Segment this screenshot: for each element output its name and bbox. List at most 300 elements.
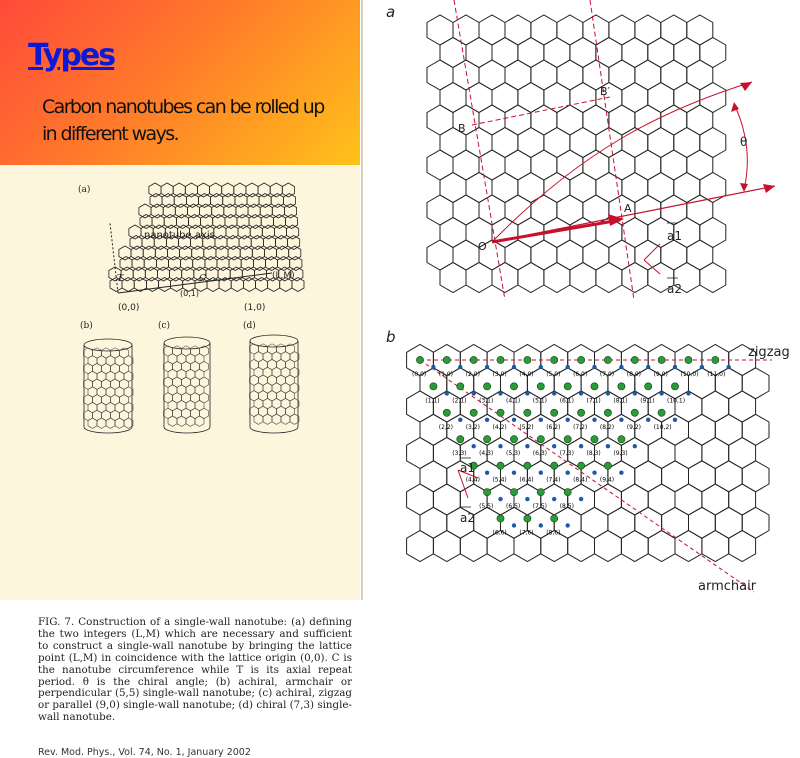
hex-cell	[596, 38, 622, 68]
lattice-index-label: (7,0)	[599, 371, 615, 378]
lattice-point-blue	[472, 391, 476, 395]
diagram-a	[362, 0, 800, 300]
lattice-index-label: (6,1)	[559, 397, 574, 405]
hex-cell	[492, 173, 518, 203]
hex-cell	[687, 60, 713, 90]
index-labels	[412, 371, 725, 537]
label-LM: (L,M)	[272, 271, 295, 281]
hex-cell	[583, 195, 609, 225]
hex-cell	[635, 60, 661, 90]
hex-cell	[609, 15, 635, 45]
lattice-point-blue	[512, 365, 516, 369]
lattice-point-blue	[727, 365, 731, 369]
lattice-index-label: (7,1)	[586, 397, 601, 405]
hex-cell	[635, 15, 661, 45]
hex-cell	[479, 60, 505, 90]
tube-hex-cell	[186, 416, 195, 426]
lattice-point	[484, 489, 491, 496]
lattice-point	[497, 409, 504, 416]
sheet-hex-cell	[207, 278, 219, 292]
lattice-point	[470, 409, 477, 416]
hex-cell	[570, 38, 596, 68]
hex-cell	[661, 150, 687, 180]
hex-cell	[420, 507, 447, 538]
hex-cell	[427, 15, 453, 45]
hex-cell	[570, 83, 596, 113]
hex-cell	[700, 38, 726, 68]
lattice-point-blue	[566, 471, 570, 475]
hex-cell	[675, 438, 702, 469]
tube-hex-cell	[106, 418, 115, 428]
lattice-index-label: (2,1)	[452, 397, 467, 405]
lattice-point-blue	[512, 418, 516, 422]
hex-cell	[505, 105, 531, 135]
hex-cell	[596, 173, 622, 203]
lattice-index-label: (10,1)	[667, 397, 686, 405]
slide-title: Types	[28, 38, 115, 73]
hex-cell	[544, 263, 570, 293]
hex-cell	[544, 173, 570, 203]
lattice-index-label: (3,0)	[492, 371, 507, 378]
hex-cell	[505, 240, 531, 270]
point-B-prime: B′	[600, 85, 611, 98]
lattice-index-label: (3,2)	[465, 423, 480, 431]
hex-cell	[609, 240, 635, 270]
lattice-point	[497, 356, 504, 363]
hex-cell	[648, 83, 674, 113]
hex-cell	[492, 218, 518, 248]
hex-cell	[687, 150, 713, 180]
hex-cell	[541, 391, 568, 422]
hex-cell	[661, 195, 687, 225]
lattice-point-blue	[552, 444, 556, 448]
sheet-hex-cell	[159, 278, 171, 292]
hex-cell	[648, 391, 675, 422]
hex-cell	[621, 391, 648, 422]
lattice-point-blue	[539, 523, 543, 527]
lattice-point-blue	[485, 418, 489, 422]
point-O: O	[478, 240, 487, 253]
lattice-point	[591, 436, 598, 443]
hex-cell	[662, 507, 689, 538]
lattice-index-label: (1,1)	[425, 397, 440, 405]
lattice-index-label: (8,4)	[573, 476, 588, 484]
hex-cell	[427, 195, 453, 225]
lattice-index-label: (6,3)	[532, 450, 548, 458]
hex-cell	[674, 83, 700, 113]
hex-cell	[621, 484, 648, 515]
hex-cell	[648, 128, 674, 158]
lattice-point	[604, 409, 611, 416]
hex-cell	[608, 507, 635, 538]
lattice-point-blue	[498, 444, 502, 448]
hex-cell	[427, 150, 453, 180]
armchair-label: armchair	[698, 579, 757, 594]
lattice-point	[524, 409, 531, 416]
tube-hex-cell	[177, 416, 186, 426]
lattice-index-label: (3,3)	[452, 450, 467, 458]
lattice-point-blue	[646, 418, 650, 422]
lattice-point-blue	[579, 444, 583, 448]
lattice-point-blue	[485, 471, 489, 475]
lattice-point	[671, 383, 678, 390]
lattice-point	[551, 462, 558, 469]
lattice-point-blue	[579, 391, 583, 395]
hex-cell	[544, 128, 570, 158]
label-T: T	[117, 274, 124, 284]
lattice-point-blue	[458, 365, 462, 369]
hex-cell	[531, 105, 557, 135]
lattice-point-blue	[619, 365, 623, 369]
hex-cell	[570, 173, 596, 203]
hex-cell	[453, 195, 479, 225]
lattice-index-label: (6,2)	[546, 423, 561, 431]
hex-cell	[622, 173, 648, 203]
panel-label-a-diagram: a	[386, 3, 396, 21]
lattice-index-label: (10,2)	[653, 423, 672, 431]
hex-cell	[702, 484, 729, 515]
hex-cell	[609, 60, 635, 90]
hex-cell	[635, 195, 661, 225]
lattice-index-label: (8,0)	[626, 371, 642, 378]
lattice-index-label: (5,4)	[492, 476, 507, 484]
lattice-point-blue	[498, 497, 502, 501]
vector-label-a1: a1	[667, 229, 682, 243]
nanotube-axis-label: nanotube axis	[144, 230, 215, 241]
hex-cell	[661, 240, 687, 270]
lattice-index-label: (8,3)	[586, 450, 601, 458]
lattice-point	[524, 515, 531, 522]
lattice-index-label: (0,0)	[412, 371, 427, 378]
lattice-index-label: (9,3)	[613, 450, 628, 458]
hex-cell	[568, 531, 595, 562]
lattice-point	[457, 383, 464, 390]
lattice-index-label: (5,0)	[546, 371, 561, 378]
hex-cell	[675, 531, 702, 562]
hex-cell	[531, 240, 557, 270]
tube-chiral	[250, 335, 300, 433]
lattice-point	[524, 356, 531, 363]
lattice-point-blue	[579, 497, 583, 501]
lattice-point	[551, 356, 558, 363]
point-A: A	[624, 202, 632, 215]
lattice-point-blue	[633, 391, 637, 395]
hex-cell	[661, 60, 687, 90]
hex-cell	[700, 128, 726, 158]
lattice-index-label: (5,1)	[532, 397, 548, 405]
hex-cell	[544, 83, 570, 113]
hex-cell	[674, 128, 700, 158]
hex-cell	[595, 484, 622, 515]
hex-cell	[700, 263, 726, 293]
lattice-point	[591, 383, 598, 390]
hex-lattice-a	[427, 15, 726, 293]
tube-hex-cell	[263, 414, 272, 424]
lattice-index-label: (4,4)	[465, 476, 480, 484]
hex-cell	[518, 83, 544, 113]
hex-cell	[492, 263, 518, 293]
hex-cell	[453, 150, 479, 180]
lattice-index-label: (7,3)	[559, 450, 574, 458]
hex-cell	[518, 263, 544, 293]
hex-cell	[742, 414, 769, 445]
hex-cell	[700, 218, 726, 248]
lattice-point-blue	[539, 471, 543, 475]
hex-cell	[702, 391, 729, 422]
tube-hex-cell	[168, 416, 177, 426]
lattice-point	[443, 356, 450, 363]
citation: Rev. Mod. Phys., Vol. 74, No. 1, January 2002	[38, 747, 251, 758]
lattice-point-blue	[552, 391, 556, 395]
lattice-point	[484, 436, 491, 443]
lattice-point-blue	[445, 391, 449, 395]
lattice-index-label: (8,2)	[599, 423, 615, 431]
label-C: C	[199, 274, 206, 284]
lattice-point-blue	[673, 365, 677, 369]
hex-cell	[531, 15, 557, 45]
hex-cell	[702, 438, 729, 469]
lattice-point-blue	[606, 391, 610, 395]
lattice-index-label: (7,2)	[573, 423, 588, 431]
hex-cell	[466, 83, 492, 113]
hex-cell	[557, 150, 583, 180]
hex-cell	[729, 391, 756, 422]
hex-cell	[715, 414, 742, 445]
hex-cell	[661, 105, 687, 135]
lattice-index-label: (6,6)	[492, 529, 507, 537]
hex-cell	[621, 531, 648, 562]
zigzag-label: zigzag	[748, 345, 790, 360]
tube-armchair	[84, 339, 134, 433]
hex-cell	[407, 391, 434, 422]
hex-cell	[557, 195, 583, 225]
hex-cell	[440, 263, 466, 293]
panel-label-a: (a)	[78, 185, 91, 195]
lattice-point	[470, 356, 477, 363]
lattice-point	[537, 383, 544, 390]
vector-label-a2: a2	[667, 282, 682, 296]
hex-cell	[661, 15, 687, 45]
lattice-index-label: (11,0)	[707, 371, 726, 378]
lattice-index-label: (9,4)	[599, 476, 615, 484]
lattice-index-label: (8,6)	[546, 529, 561, 537]
hex-cell	[433, 531, 460, 562]
hex-cell	[687, 240, 713, 270]
sheet-hex-cell	[243, 278, 255, 292]
lattice-index-label: (2,2)	[438, 423, 454, 431]
hex-cell	[648, 531, 675, 562]
lattice-index-label: (7,5)	[532, 503, 548, 511]
lattice-point-blue	[525, 444, 529, 448]
lattice-point	[685, 356, 692, 363]
hex-cell	[531, 60, 557, 90]
hex-cell	[715, 461, 742, 492]
hex-cell	[453, 60, 479, 90]
hex-cell	[635, 105, 661, 135]
tube-zigzag	[164, 337, 211, 433]
lattice-point-blue	[485, 365, 489, 369]
lattice-point	[604, 462, 611, 469]
lattice-point-blue	[512, 523, 516, 527]
lattice-point	[631, 409, 638, 416]
lattice-index-label: (4,0)	[519, 371, 534, 378]
sheet-hex-cell	[122, 278, 134, 292]
lattice-point-blue	[525, 497, 529, 501]
lattice-point-blue	[700, 365, 704, 369]
hex-cell	[715, 507, 742, 538]
point-B: B	[458, 122, 466, 135]
hex-cell	[583, 105, 609, 135]
hex-cell	[609, 105, 635, 135]
lattice-index-label: (5,5)	[479, 503, 494, 511]
hex-cell	[433, 391, 460, 422]
lattice-point-blue	[566, 365, 570, 369]
lattice-point-blue	[619, 418, 623, 422]
hex-cell	[518, 128, 544, 158]
lattice-point-blue	[539, 418, 543, 422]
lattice-point	[618, 383, 625, 390]
hex-cell	[505, 150, 531, 180]
hex-cell	[492, 38, 518, 68]
label-one-zero: (1,0)	[244, 303, 266, 313]
hex-cell	[492, 128, 518, 158]
lattice-point-blue	[539, 365, 543, 369]
lattice-point-blue	[592, 471, 596, 475]
lattice-index-label: (3,1)	[479, 397, 494, 405]
hex-cell	[595, 531, 622, 562]
tube-hex-cell	[97, 418, 106, 428]
lattice-index-label: (4,1)	[506, 397, 521, 405]
hex-cell	[420, 461, 447, 492]
label-origin: (0,0)	[118, 303, 140, 313]
lattice-index-label: (8,5)	[559, 503, 574, 511]
hex-cell	[557, 105, 583, 135]
hex-cell	[557, 240, 583, 270]
hex-cell	[440, 218, 466, 248]
hex-cell	[492, 83, 518, 113]
hex-cell	[518, 173, 544, 203]
title-panel	[0, 0, 360, 165]
hex-cell	[689, 414, 716, 445]
hex-cell	[622, 263, 648, 293]
hex-cell	[635, 150, 661, 180]
hex-cell	[427, 240, 453, 270]
hex-cell	[440, 83, 466, 113]
lattice-point	[564, 436, 571, 443]
hex-cell	[466, 38, 492, 68]
hex-cell	[648, 438, 675, 469]
axis-arrowhead	[740, 82, 752, 91]
lattice-index-label: (6,0)	[573, 371, 588, 378]
lattice-point-blue	[458, 418, 462, 422]
lattice-point	[631, 356, 638, 363]
hex-cell	[583, 240, 609, 270]
lattice-point	[457, 436, 464, 443]
theta-arrow-bottom	[740, 183, 748, 192]
hex-cell	[635, 240, 661, 270]
lattice-point	[578, 409, 585, 416]
lattice-index-label: (8,1)	[613, 397, 628, 405]
lattice-point-blue	[566, 523, 570, 527]
lattice-point	[618, 436, 625, 443]
label-zero-one: (0,1)	[180, 289, 199, 298]
hex-cell	[570, 128, 596, 158]
hex-cell	[687, 15, 713, 45]
lattice-point	[712, 356, 719, 363]
hex-cell	[635, 461, 662, 492]
lattice-point-blue	[606, 444, 610, 448]
hex-cell	[407, 531, 434, 562]
hex-cell	[440, 38, 466, 68]
sheet-hex-cell	[231, 278, 243, 292]
hex-cell	[518, 38, 544, 68]
lattice-point	[510, 436, 517, 443]
lattice-point-blue	[472, 444, 476, 448]
hex-cell	[505, 195, 531, 225]
panel-label-b: (b)	[80, 321, 93, 331]
hex-cell	[596, 128, 622, 158]
lattice-index-label: (6,5)	[506, 503, 521, 511]
lattice-point	[564, 383, 571, 390]
hex-cell	[568, 391, 595, 422]
hex-cell	[440, 173, 466, 203]
lattice-point	[551, 409, 558, 416]
hex-cell	[514, 391, 541, 422]
lattice-point	[658, 356, 665, 363]
tube-hex-cell	[281, 414, 290, 424]
hex-cell	[742, 507, 769, 538]
hex-cell	[460, 531, 487, 562]
hex-cell	[466, 263, 492, 293]
lattice-point	[430, 383, 437, 390]
lattice-point-blue	[633, 444, 637, 448]
b-vector-label-a2: a2	[460, 511, 475, 525]
lattice-index-label: (1,0)	[438, 371, 454, 378]
lattice-index-label: (5,3)	[506, 450, 521, 458]
hex-cell	[596, 263, 622, 293]
lattice-point	[416, 356, 423, 363]
lattice-point	[497, 515, 504, 522]
hex-cell	[662, 461, 689, 492]
theta-arrow-top	[731, 102, 739, 112]
lattice-point-blue	[592, 365, 596, 369]
hex-cell	[648, 484, 675, 515]
tube-hex-cell	[88, 418, 97, 428]
lattice-point-blue	[673, 418, 677, 422]
hex-cell	[622, 83, 648, 113]
hex-cell	[433, 484, 460, 515]
lattice-point-blue	[686, 391, 690, 395]
hex-cell	[531, 195, 557, 225]
hex-cell	[675, 391, 702, 422]
hex-cell	[460, 391, 487, 422]
lattice-point	[537, 489, 544, 496]
diagram-b	[362, 300, 800, 600]
hex-cell	[407, 438, 434, 469]
theta-label: θ	[740, 135, 748, 149]
hex-cell	[557, 15, 583, 45]
hex-cell	[479, 195, 505, 225]
hex-cell	[702, 531, 729, 562]
a2-vector	[644, 260, 660, 274]
lattice-index-label: (7,4)	[546, 476, 561, 484]
hex-cell	[581, 507, 608, 538]
hex-cell	[487, 391, 514, 422]
hex-cell	[622, 218, 648, 248]
lattice-point	[443, 409, 450, 416]
lattice-point	[524, 462, 531, 469]
hex-cell	[407, 484, 434, 515]
